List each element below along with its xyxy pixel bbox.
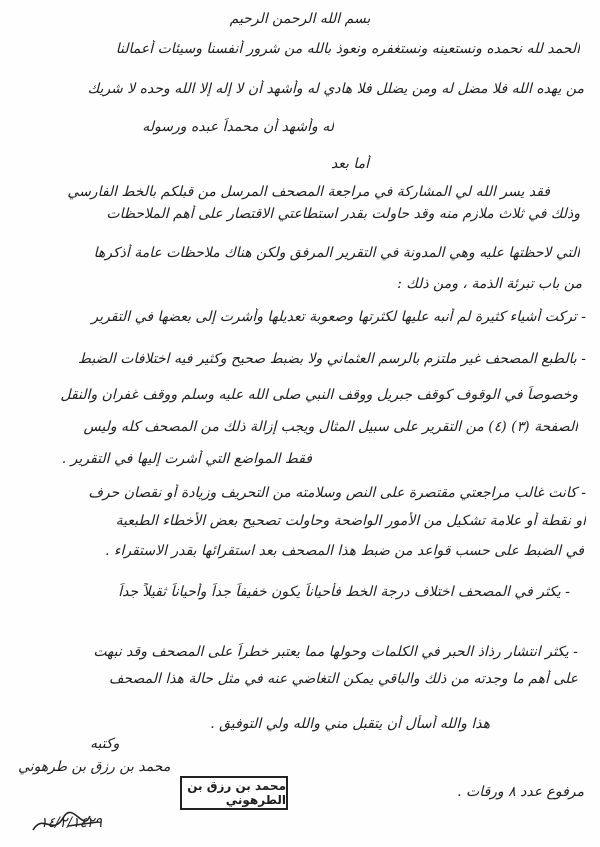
para1-line-1: فقد يسر الله لي المشاركة في مراجعة المصحف المرسل من قبلكم بالخط الفارسي bbox=[67, 184, 550, 200]
bullet2-line-3: في الضبط على حسب قواعد من ضبط هذا المصحف بعد استقرائها بقدر الاستقراء . bbox=[105, 543, 584, 559]
handwritten-signature-mark bbox=[28, 808, 108, 838]
intro-line-2: من يهده الله فلا مضل له ومن يضلل فلا هادي له وأشهد أن لا إله إلا الله وحده لا شريك bbox=[87, 81, 584, 97]
name-stamp: محمد بن رزق بن الطرهوني bbox=[180, 776, 288, 810]
closing-prayer: هذا والله أسأل أن يتقبل مني والله ولي التوفيق . bbox=[210, 716, 490, 732]
basmala: بسم الله الرحمن الرحيم bbox=[229, 11, 371, 27]
bullet1-line-4: الصفحة (٣) (٤) من التقرير على سبيل المثال ويجب إزالة ذلك من المصحف كله وليس bbox=[83, 419, 578, 435]
bullet2-line-2: أو نقطة أو علامة تشكيل من الأمور الواضحة وحاولت تصحيح بعض الأخطاء الطبعية bbox=[115, 513, 586, 529]
attachment-note: مرفوع عدد ٨ ورقات . bbox=[457, 784, 584, 800]
bullet4-line-1: - يكثر انتشار رذاذ الحبر في الكلمات وحولها مما يعتبر خطراً على المصحف وقد نبهت bbox=[93, 644, 578, 660]
para1-line-4: من باب تبرئة الذمة ، ومن ذلك : bbox=[397, 276, 582, 292]
intro-line-3: له وأشهد أن محمداً عبده ورسوله bbox=[142, 119, 334, 135]
intro-line-1: الحمد لله نحمده ونستعينه ونستغفره ونعوذ بالله من شرور أنفسنا وسيئات أعمالنا bbox=[115, 41, 580, 57]
bullet1-line-2: - بالطبع المصحف غير ملتزم بالرسم العثماني ولا بضبط صحيح وكثير فيه اختلافات الضبط bbox=[78, 351, 586, 367]
para1-line-3: التي لاحظتها عليه وهي المدونة في التقرير المرفق ولكن هناك ملاحظات عامة أذكرها bbox=[93, 245, 580, 261]
bullet4-line-2: على أهم ما وجدته من ذلك والباقي يمكن التغاضي عنه في مثل حالة هذا المصحف bbox=[108, 671, 578, 687]
signature-name: محمد بن رزق بن طرهوني bbox=[18, 759, 171, 775]
signature-wrote-it: وكتبه bbox=[90, 736, 120, 752]
bullet3-line-1: - يكثر في المصحف اختلاف درجة الخط فأحياناً يكون خفيفاً جداً وأحياناً ثقيلاً جداً bbox=[118, 584, 570, 600]
bullet1-line-3: وخصوصاً في الوقوف كوقف جبريل ووقف النبي صلى الله عليه وسلم ووقف غفران والنقل bbox=[60, 387, 578, 403]
bullet2-line-1: - كانت غالب مراجعتي مقتصرة على النص وسلامته من التحريف وزيادة أو نقصان حرف bbox=[88, 485, 586, 501]
amma-baad: أما بعد bbox=[330, 156, 370, 172]
bullet1-line-5: فقط المواضع التي أشرت إليها في التقرير . bbox=[61, 451, 312, 467]
bullet1-line-1: - تركت أشياء كثيرة لم أنبه عليها لكثرتها وصعوبة تعديلها وأشرت إلى بعضها في التقرير bbox=[91, 309, 586, 325]
para1-line-2: وذلك في ثلاث ملازم منه وقد حاولت بقدر استطاعتي الاقتصار على أهم الملاحظات bbox=[106, 206, 580, 222]
signature-date: ١٤/٢/١٤٢٩ bbox=[40, 815, 103, 831]
